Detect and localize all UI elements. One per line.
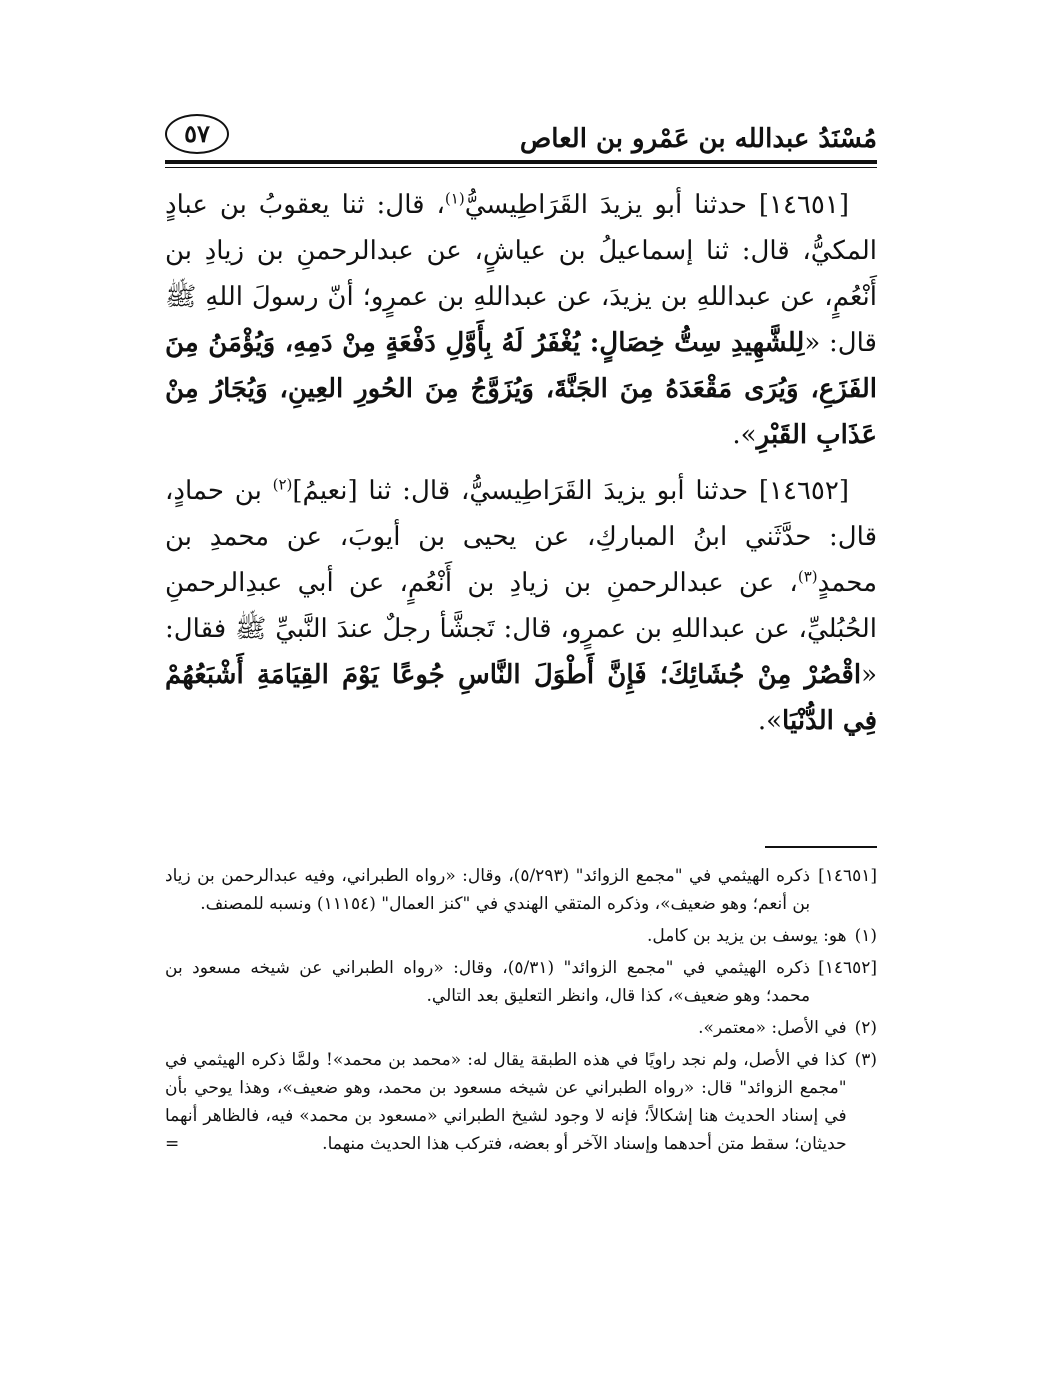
closing-quote: ». <box>732 420 757 450</box>
footnote-text: كذا في الأصل، ولم نجد راويًا في هذه الطبقة يقال له: «محمد بن محمد»! ولمَّا ذكره الهيثمي في "مجمع الزوائد" قال: «رواه الطبراني عن شيخه مسعود بن محمد، وهو ضعيف»، وهذا يوحي بأن في إسناد الحديث هنا إشكالاً؛ فإنه لا وجود لشيخ الطبراني «مسعود بن محمد» فيه، فالظاهر أنهما حديثان؛ سقط متن أحدهما وإسناد الآخر أو بعضه، فتركب هذا الحديث منهما. <box>165 1050 847 1154</box>
footnotes <box>165 862 877 1162</box>
hadith-text: لِلشَّهِيدِ سِتُّ خِصَالٍ: يُغْفَرُ لَهُ بِأَوَّلِ دَفْعَةٍ مِنْ دَمِهِ، وَيُؤْمَنُ مِنَ الفَزَعِ، وَيُرَى مَقْعَدَهُ مِنَ الجَنَّةَ، وَيُزَوَّجُ مِنَ الحُورِ العِينِ، وَيُجَارُ مِنْ عَذَابِ القَبْرِ <box>165 328 877 450</box>
hadith-text: اقْصُرْ مِنْ جُشَائِكَ؛ فَإِنَّ أَطْوَلَ النَّاسِ جُوعًا يَوْمَ القِيَامَةِ أَشْبَعُهُمْ فِي الدُّنْيَا <box>165 660 877 736</box>
hadith-14651 <box>165 182 877 458</box>
isnad-text: ، قال: ثنا يعقوبُ بن عبادٍ المكيُّ، قال: ثنا إسماعيلُ بن عياشٍ، عن عبدالرحمنِ بن زيادِ بن أَنْعُمٍ، عن عبداللهِ بن يزيدَ، عن عبداللهِ بن عمرٍو؛ أنّ رسولَ اللهِ ﷺ قال: « <box>165 190 877 358</box>
footnote-text: ذكره الهيثمي في "مجمع الزوائد" (٥/٣١)، وقال: «رواه الطبراني عن شيخه مسعود بن محمد؛ وهو ضعيف»، كذا قال، وانظر التعليق بعد التالي. <box>165 958 811 1006</box>
running-title: مُسْنَدُ عبدالله بن عَمْرو بن العاص <box>519 124 877 154</box>
footnote-ref: (٢) <box>272 475 293 494</box>
page-header <box>165 108 877 160</box>
footnote-text: في الأصل: «معتمر». <box>698 1018 847 1038</box>
isnad-text: بن حمادٍ، قال: حدَّثَني ابنُ المباركِ، عن يحيى بن أيوبَ، عن محمدِ بن محمدٍ <box>165 476 877 598</box>
footnote-text: هو: يوسف بن يزيد بن كامل. <box>646 926 847 946</box>
footnote-label: (٣) <box>854 1050 877 1070</box>
continuation-mark: = <box>165 1134 180 1154</box>
footnote-14651 <box>165 862 877 918</box>
hadith-number: [١٤٦٥٢] <box>758 476 849 506</box>
header-rule-thick <box>165 160 877 164</box>
main-text <box>165 182 877 754</box>
closing-quote: ». <box>757 706 783 736</box>
isnad-text: حدثنا أبو يزيدَ القَرَاطِيسيُّ <box>464 190 759 220</box>
header-rule-thin <box>165 167 877 168</box>
footnote-ref: (٣) <box>797 567 818 586</box>
footnote-label: [١٤٦٥٢] <box>818 958 877 978</box>
footnote-label: (١) <box>854 926 877 946</box>
footnote-label: [١٤٦٥١] <box>818 866 877 886</box>
isnad-text: حدثنا أبو يزيدَ القَرَاطِيسيُّ، قال: ثنا [نعيمُ] <box>292 476 759 506</box>
isnad-text: ، عن عبدالرحمنِ بن زيادِ بن أَنْعُمٍ، عن أبي عبدِالرحمنِ الحُبُليِّ، عن عبداللهِ بن عمرٍو، قال: تَجشَّأ رجلٌ عندَ النَّبيِّ ﷺ فقال: « <box>165 568 877 690</box>
hadith-number: [١٤٦٥١] <box>758 190 849 220</box>
footnote-ref: (١) <box>444 189 465 208</box>
footnote-14652 <box>165 954 877 1010</box>
footnote-text: ذكره الهيثمي في "مجمع الزوائد" (٥/٢٩٣)، وقال: «رواه الطبراني، وفيه عبدالرحمن بن زياد بن أنعم؛ وهو ضعيف»، وذكره المتقي الهندي في "كنز العمال" (١١١٥٤) ونسبه للمصنف. <box>165 866 811 914</box>
footnote-1 <box>165 922 877 950</box>
page-number: ٥٧ <box>165 114 229 154</box>
footnote-3 <box>165 1046 877 1158</box>
hadith-14652 <box>165 468 877 744</box>
footnote-label: (٢) <box>854 1018 877 1038</box>
footnote-separator <box>765 846 877 848</box>
footnote-2 <box>165 1014 877 1042</box>
